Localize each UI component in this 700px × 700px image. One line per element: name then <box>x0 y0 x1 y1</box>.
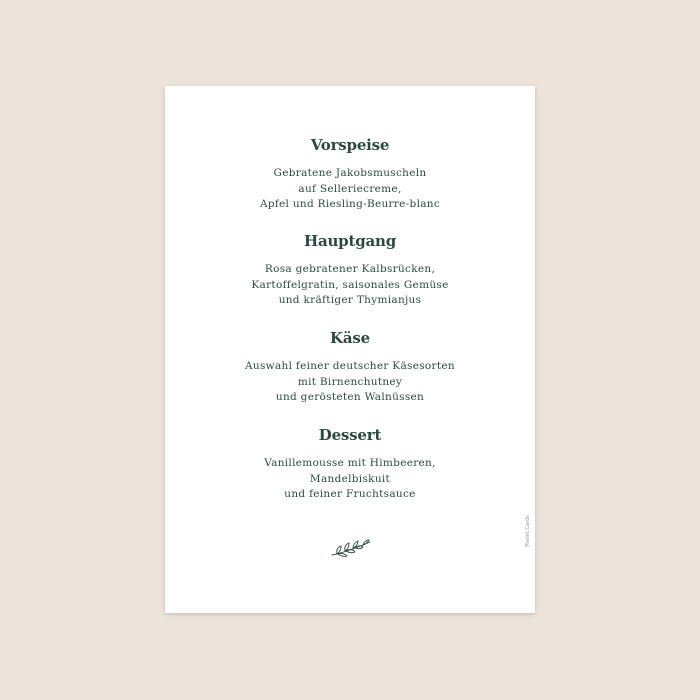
course-line: Auswahl feiner deutscher Käsesorten <box>245 360 455 372</box>
course-title: Hauptgang <box>303 232 397 250</box>
olive-branch-icon <box>328 538 374 560</box>
course-title: Dessert <box>318 426 382 444</box>
course-description <box>165 456 535 503</box>
course-title: Käse <box>330 329 370 347</box>
course-line: Rosa gebratener Kalbsrücken, <box>264 263 436 275</box>
course-line: und kräftiger Thymianjus <box>278 294 422 306</box>
course-line: und feiner Fruchtsauce <box>284 488 416 500</box>
course-line: auf Selleriecreme, <box>298 182 402 195</box>
course-hauptgang <box>165 232 535 309</box>
course-description <box>165 166 535 213</box>
course-line: Kartoffelgratin, saisonales Gemüse <box>251 278 449 291</box>
course-line: Vanillemousse mit Himbeeren, <box>264 457 436 469</box>
course-line: Mandelbiskuit <box>309 472 391 485</box>
course-line: und gerösteten Walnüssen <box>275 391 425 403</box>
course-vorspeise <box>165 136 535 213</box>
course-line: Apfel und Riesling-Beurre-blanc <box>259 198 441 210</box>
course-line: mit Birnenchutney <box>297 375 403 388</box>
course-title: Vorspeise <box>310 136 390 154</box>
course-kaese <box>165 329 535 406</box>
imprint-text: Planet Cards <box>525 515 531 547</box>
menu-card <box>165 86 535 613</box>
course-line: Gebratene Jakobsmuscheln <box>273 167 427 179</box>
course-description <box>165 262 535 309</box>
course-description <box>165 359 535 406</box>
course-dessert <box>165 426 535 503</box>
